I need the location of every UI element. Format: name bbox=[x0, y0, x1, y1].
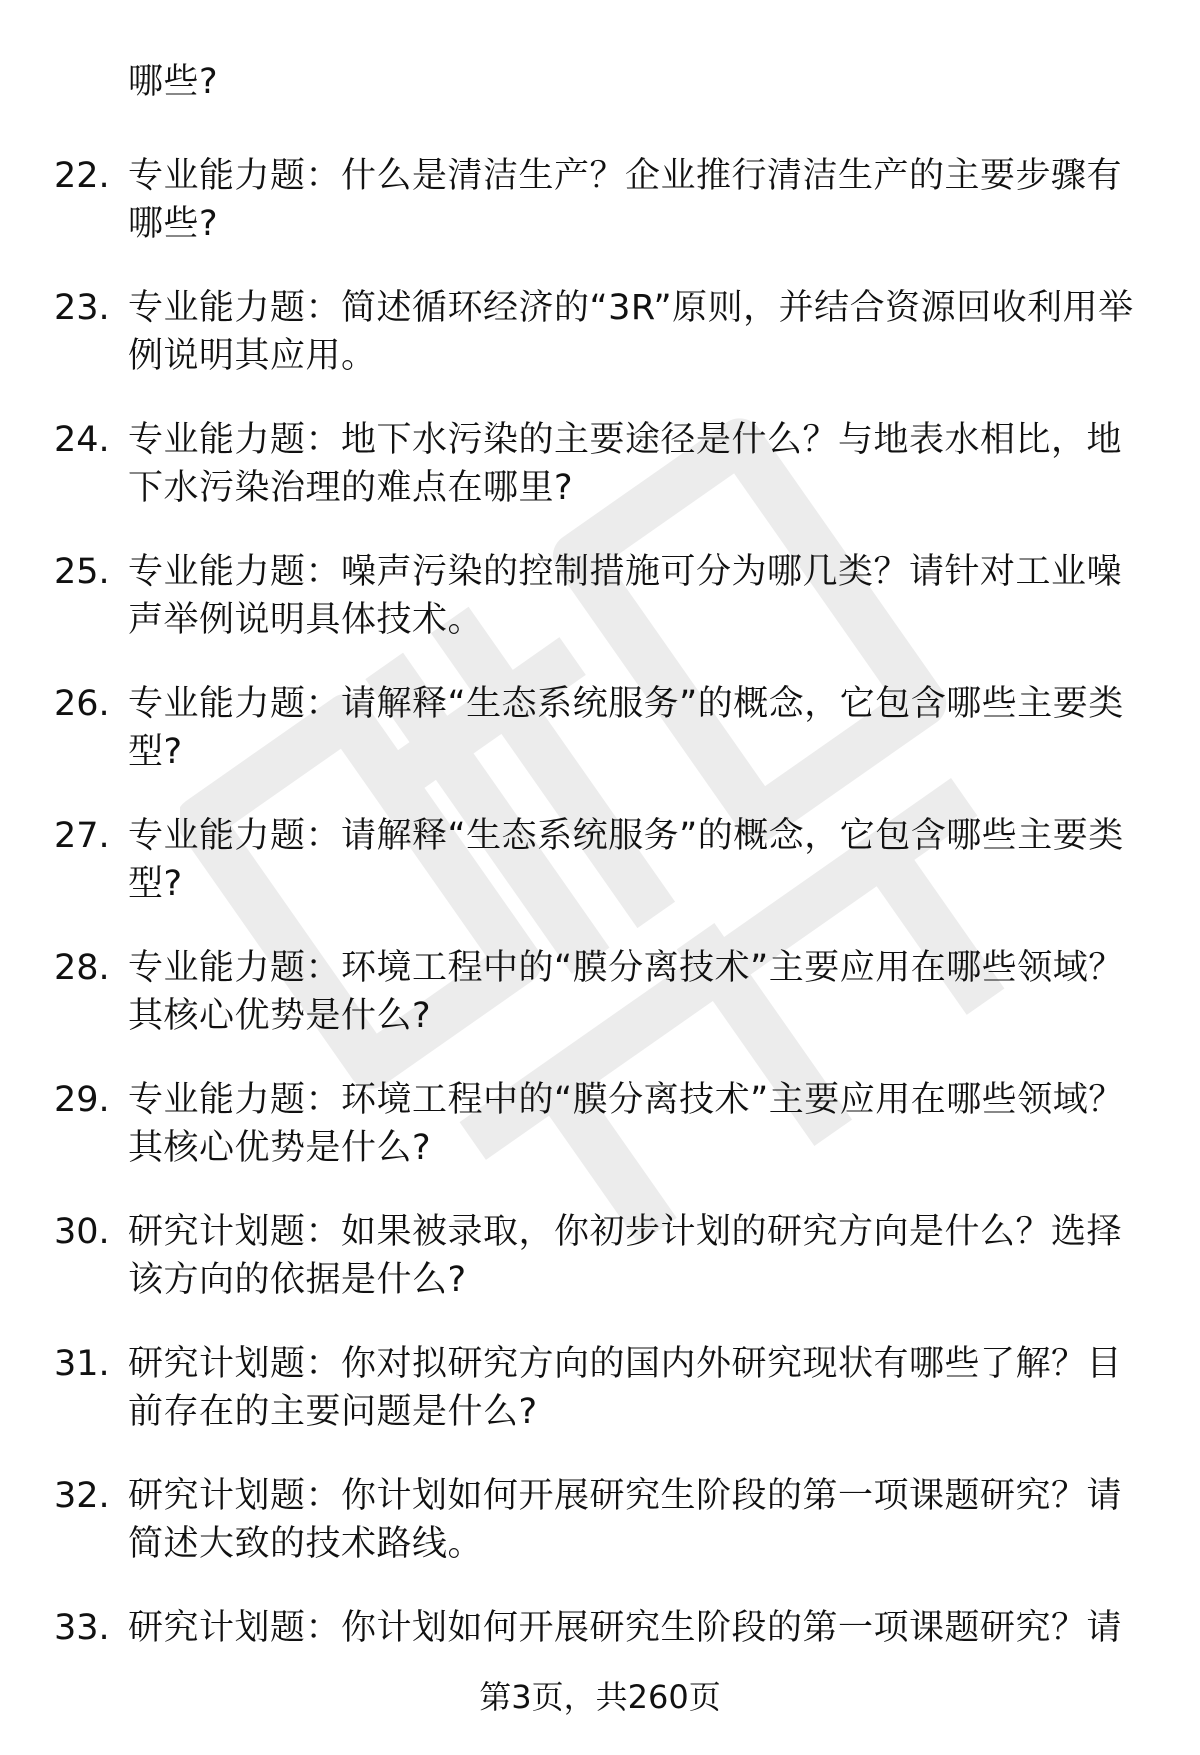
question-text: 专业能力题：请解释“生态系统服务”的概念，它包含哪些主要类型? bbox=[128, 816, 1124, 904]
continuation-text: 哪些? bbox=[128, 62, 219, 102]
question-text: 专业能力题：地下水污染的主要途径是什么？与地表水相比，地下水污染治理的难点在哪里? bbox=[128, 420, 1123, 508]
list-item bbox=[0, 284, 1200, 416]
question-number: 25. bbox=[54, 552, 110, 592]
page-footer: 第3页，共260页 bbox=[479, 1678, 721, 1716]
question-number: 32. bbox=[54, 1476, 110, 1516]
question-number: 24. bbox=[54, 420, 110, 460]
question-number: 26. bbox=[54, 684, 110, 724]
question-text: 专业能力题：简述循环经济的“3R”原则，并结合资源回收利用举例说明其应用。 bbox=[128, 288, 1134, 376]
question-text: 研究计划题：你计划如何开展研究生阶段的第一项课题研究？请简述大致的技术路线。 bbox=[128, 1476, 1123, 1564]
question-number: 27. bbox=[54, 816, 110, 856]
question-text: 专业能力题：环境工程中的“膜分离技术”主要应用在哪些领域？其核心优势是什么? bbox=[128, 1080, 1124, 1168]
question-text: 专业能力题：噪声污染的控制措施可分为哪几类？请针对工业噪声举例说明具体技术。 bbox=[128, 552, 1123, 640]
list-item bbox=[0, 548, 1200, 680]
question-number: 22. bbox=[54, 156, 110, 196]
question-number: 30. bbox=[54, 1212, 110, 1252]
question-text: 研究计划题：你对拟研究方向的国内外研究现状有哪些了解？目前存在的主要问题是什么? bbox=[128, 1344, 1123, 1432]
list-item bbox=[0, 680, 1200, 812]
question-text: 专业能力题：请解释“生态系统服务”的概念，它包含哪些主要类型? bbox=[128, 684, 1124, 772]
question-number: 23. bbox=[54, 288, 110, 328]
question-number: 28. bbox=[54, 948, 110, 988]
list-item bbox=[0, 416, 1200, 548]
question-number: 33. bbox=[54, 1608, 110, 1648]
list-item bbox=[0, 1340, 1200, 1472]
list-item bbox=[0, 812, 1200, 944]
question-number: 29. bbox=[54, 1080, 110, 1120]
list-item bbox=[0, 1472, 1200, 1604]
list-item bbox=[0, 1076, 1200, 1208]
question-list bbox=[0, 152, 1200, 1736]
question-text: 专业能力题：什么是清洁生产？企业推行清洁生产的主要步骤有哪些? bbox=[128, 156, 1123, 244]
question-number: 31. bbox=[54, 1344, 110, 1384]
list-item bbox=[0, 1208, 1200, 1340]
question-text: 研究计划题：你计划如何开展研究生阶段的第一项课题研究？请 bbox=[128, 1608, 1123, 1648]
list-item bbox=[0, 152, 1200, 284]
list-item bbox=[0, 944, 1200, 1076]
question-text: 专业能力题：环境工程中的“膜分离技术”主要应用在哪些领域？其核心优势是什么? bbox=[128, 948, 1124, 1036]
question-text: 研究计划题：如果被录取，你初步计划的研究方向是什么？选择该方向的依据是什么? bbox=[128, 1212, 1123, 1300]
